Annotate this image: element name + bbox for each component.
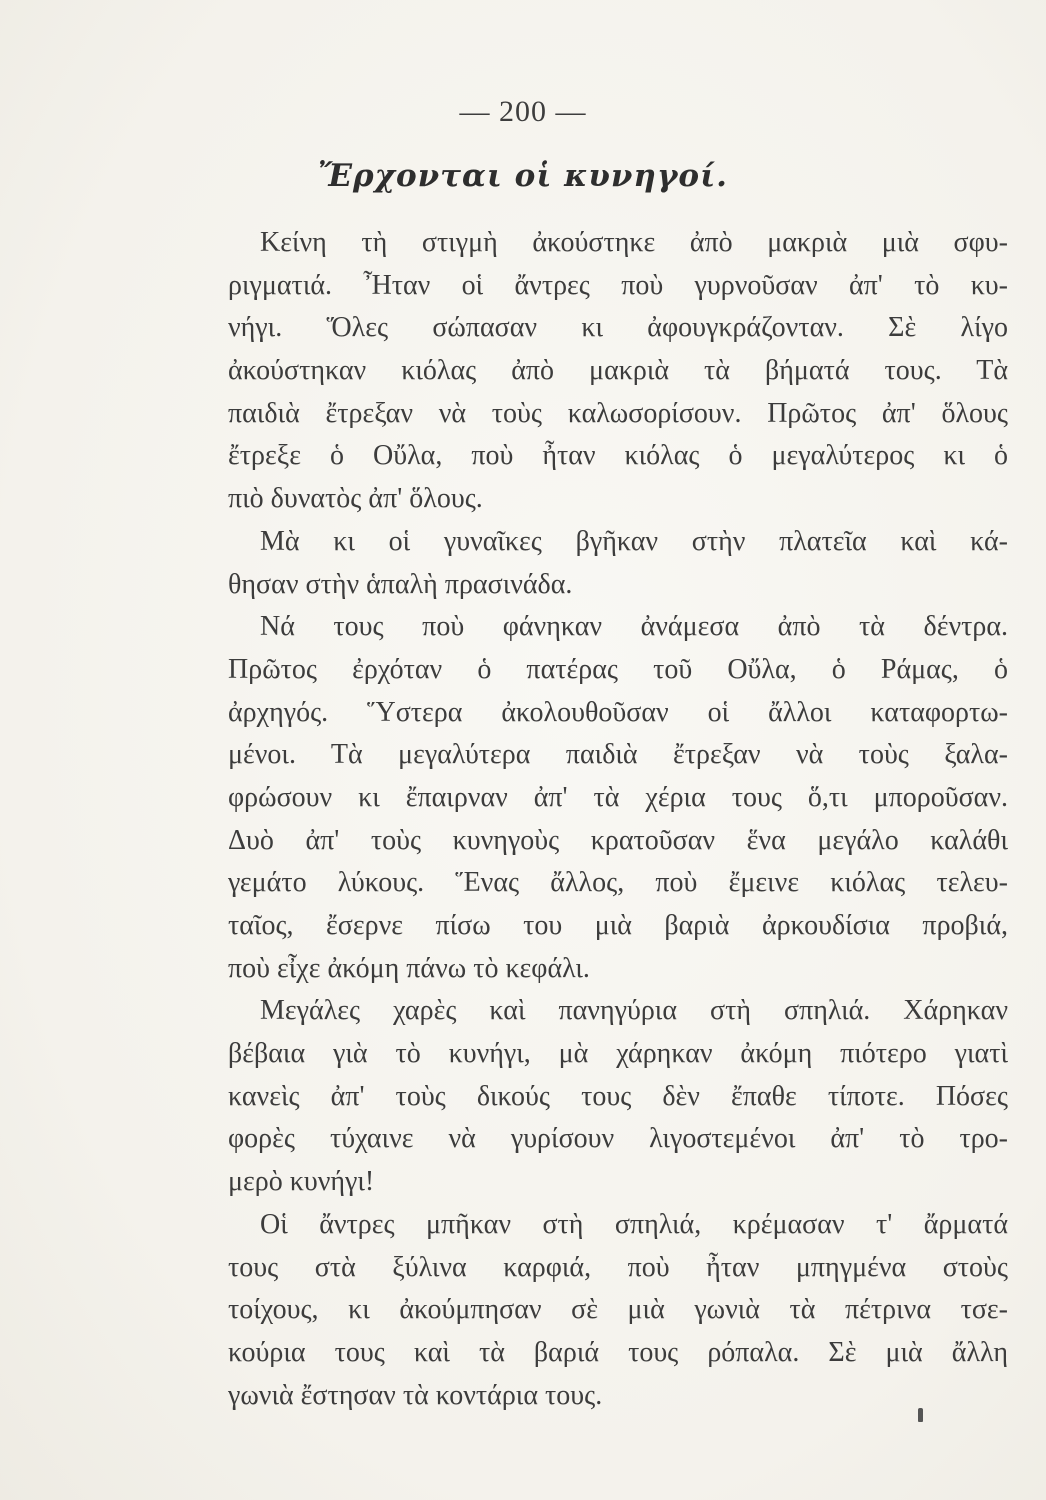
text-line: ἔτρεξε ὁ Οὔλα, ποὺ ἦταν κιόλας ὁ μεγαλύτερος κι ὁ (228, 440, 1008, 472)
text-line: γωνιὰ ἔστησαν τὰ κοντάρια τους. (228, 1379, 603, 1411)
text-line: Οἱ ἄντρες μπῆκαν στὴ σπηλιά, κρέμασαν τ' ἄρματά (260, 1208, 1008, 1240)
text-line: ἀκούστηκαν κιόλας ἀπὸ μακριὰ τὰ βήματά τους. Τὰ (228, 355, 1008, 387)
chapter-title: Ἔρχονται οἱ κυνηγοί. (318, 158, 728, 194)
text-line: βέβαια γιὰ τὸ κυνήγι, μὰ χάρηκαν ἀκόμη πιότερο γιατὶ (228, 1038, 1008, 1070)
text-line: Μεγάλες χαρὲς καὶ πανηγύρια στὴ σπηλιά. Χάρηκαν (260, 995, 1008, 1027)
text-line: νήγι. Ὅλες σώπασαν κι ἀφουγκράζονταν. Σὲ λίγο (228, 312, 1008, 344)
text-line: ταῖος, ἔσερνε πίσω του μιὰ βαριὰ ἀρκουδίσια προβιά, (228, 910, 1008, 941)
text-line: φορὲς τύχαινε νὰ γυρίσουν λιγοστεμένοι ἀπ' τὸ τρο- (228, 1123, 1008, 1155)
text-line: ποὺ εἶχε ἀκόμη πάνω τὸ κεφάλι. (228, 952, 590, 984)
text-line: κούρια τους καὶ τὰ βαριά τους ρόπαλα. Σὲ μιὰ ἄλλη (228, 1336, 1008, 1368)
text-line: Κείνη τὴ στιγμὴ ἀκούστηκε ἀπὸ μακριὰ μιὰ σφυ- (260, 227, 1008, 258)
text-line: Δυὸ ἀπ' τοὺς κυνηγοὺς κρατοῦσαν ἕνα μεγάλο καλάθι (228, 824, 1008, 856)
text-line: κανεὶς ἀπ' τοὺς δικούς τους δὲν ἔπαθε τίποτε. Πόσες (228, 1080, 1008, 1112)
text-line: Νά τους ποὺ φάνηκαν ἀνάμεσα ἀπὸ τὰ δέντρα. (260, 611, 1008, 643)
text-line: Πρῶτος ἐρχόταν ὁ πατέρας τοῦ Οὔλα, ὁ Ράμας, ὁ (228, 653, 1008, 685)
text-line: ἀρχηγός. Ὕστερα ἀκολουθοῦσαν οἱ ἄλλοι καταφορτω- (228, 696, 1008, 728)
text-line: ριγματιά. Ἦταν οἱ ἄντρες ποὺ γυρνοῦσαν ἀπ' τὸ κυ- (228, 269, 1008, 301)
text-line: φρώσουν κι ἔπαιρναν ἀπ' τὰ χέρια τους ὅ,τι μποροῦσαν. (228, 781, 1008, 813)
text-line: τους στὰ ξύλινα καρφιά, ποὺ ἦταν μπηγμένα στοὺς (228, 1251, 1008, 1283)
page-number: — 200 — (459, 95, 587, 128)
body-text (228, 222, 1008, 1417)
text-line: μένοι. Τὰ μεγαλύτερα παιδιὰ ἔτρεξαν νὰ τοὺς ξαλα- (228, 739, 1008, 771)
ink-mark (918, 1408, 923, 1422)
text-line: μερὸ κυνήγι! (228, 1166, 375, 1198)
text-line: πιὸ δυνατὸς ἀπ' ὅλους. (228, 483, 483, 515)
text-line: τοίχους, κι ἀκούμπησαν σὲ μιὰ γωνιὰ τὰ πέτρινα τσε- (228, 1294, 1008, 1326)
text-line: Μὰ κι οἱ γυναῖκες βγῆκαν στὴν πλατεῖα καὶ κά- (260, 525, 1008, 557)
text-line: θησαν στὴν ἁπαλὴ πρασινάδα. (228, 568, 573, 600)
text-line: γεμάτο λύκους. Ἕνας ἄλλος, ποὺ ἔμεινε κιόλας τελευ- (228, 867, 1008, 899)
text-line: παιδιὰ ἔτρεξαν νὰ τοὺς καλωσορίσουν. Πρῶτος ἀπ' ὅλους (228, 397, 1008, 429)
